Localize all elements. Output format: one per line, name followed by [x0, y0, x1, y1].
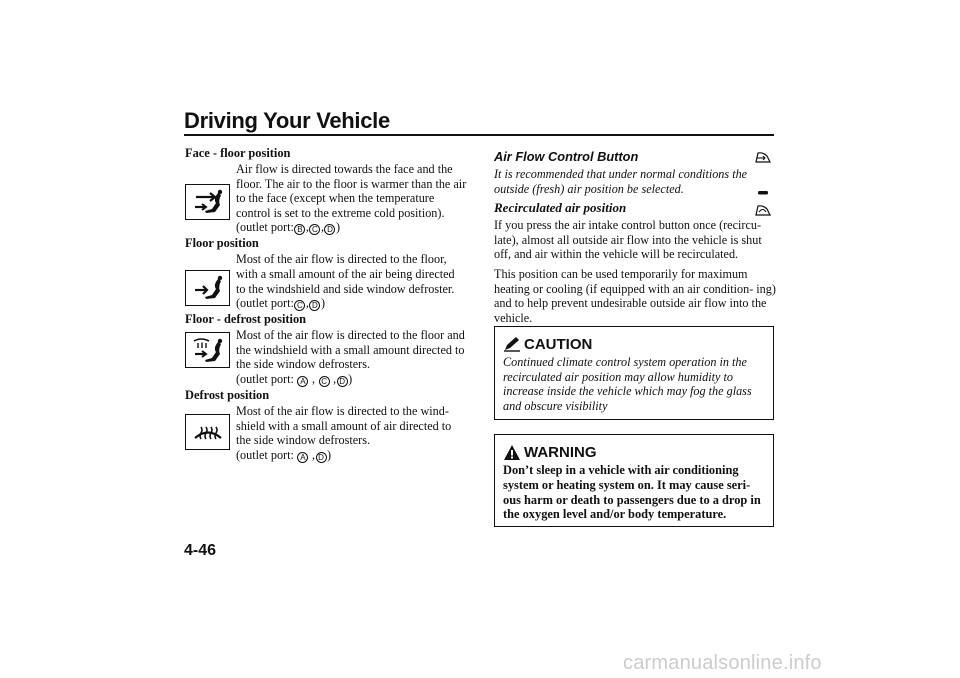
section-body: Air flow is directed towards the face and the floor. The air to the floor is warmer than the air to the face (except when the temperature control is set to the extreme cold position).	[236, 162, 467, 220]
section-floor-defrost	[185, 312, 467, 387]
outlet-ports	[236, 296, 467, 311]
left-column	[185, 146, 467, 464]
caution-label: CAUTION	[524, 335, 593, 353]
warning-label: WARNING	[524, 443, 597, 461]
defrost-icon	[185, 414, 230, 450]
caution-box	[494, 326, 774, 420]
airflow-intro: It is recommended that under normal conditions the outside (fresh) air position be selected.	[494, 167, 748, 196]
recirc-heading	[494, 201, 776, 218]
section-face-floor	[185, 146, 467, 235]
fresh-air-icon	[754, 150, 772, 168]
outlet-port-badge: A	[297, 376, 308, 387]
ports-sep: ,	[308, 447, 316, 462]
ports-close: )	[327, 447, 332, 462]
outlet-port-badge: C	[309, 224, 320, 235]
outlet-port-badge: A	[297, 452, 308, 463]
recirc-paragraph-1: If you press the air intake control button once (recircu- late), almost all outside air flow into the vehicle is shut off, and air within the vehicle will be recirculated.	[494, 218, 762, 262]
outlet-port-badge: D	[324, 224, 335, 235]
section-heading: Floor - defrost position	[185, 312, 307, 327]
section-heading: Defrost position	[185, 387, 270, 402]
title-rule	[184, 134, 774, 136]
outlet-port-badge: B	[294, 224, 305, 235]
ports-label: (outlet port:	[236, 220, 294, 235]
section-floor	[185, 236, 467, 311]
section-body: Most of the air flow is directed to the wind- shield with a small amount of air directed to the side window defrosters.	[236, 403, 452, 448]
outlet-port-badge: D	[316, 452, 327, 463]
watermark: carmanualsonline.info	[623, 652, 822, 674]
caution-header	[503, 335, 765, 353]
floor-defrost-icon	[185, 332, 230, 368]
ports-label: (outlet port:	[236, 371, 294, 386]
ports-sep: ,	[305, 296, 309, 311]
ports-label: (outlet port:	[236, 447, 294, 462]
page-title: Driving Your Vehicle	[184, 108, 390, 133]
section-defrost	[185, 388, 467, 463]
floor-vent-icon	[185, 270, 230, 306]
outlet-port-badge: C	[294, 300, 305, 311]
recirc-heading-text: Recirculated air position	[494, 200, 627, 216]
section-heading: Floor position	[185, 236, 259, 251]
section-body: Most of the air flow is directed to the floor, with a small amount of the air being directed to the windshield and side window defroster.	[236, 252, 455, 296]
ports-sep: ,	[330, 371, 337, 386]
ports-close: )	[348, 371, 353, 386]
airflow-heading	[494, 150, 776, 167]
outlet-ports	[236, 220, 467, 235]
section-heading: Face - floor position	[185, 146, 291, 160]
recirculate-icon	[754, 191, 772, 221]
outlet-ports	[236, 372, 467, 387]
caution-pencil-icon	[503, 336, 521, 352]
ports-sep: ,	[320, 220, 324, 235]
page-number: 4-46	[184, 542, 217, 559]
outlet-port-badge: D	[309, 300, 320, 311]
outlet-ports	[236, 448, 467, 463]
warning-header	[503, 443, 765, 461]
section-body: Most of the air flow is directed to the floor and the windshield with a small amount directed to the side window defrosters.	[236, 328, 465, 372]
face-floor-vent-icon	[185, 184, 230, 220]
caution-text: Continued climate control system operation in the recirculated air position may allow humidity to increase inside the vehicle which may fog the glass and obscure visibility	[503, 355, 752, 413]
recirc-paragraph-2: This position can be used temporarily for maximum heating or cooling (if equipped with an air condition- ing) and to help prevent undesirable outside air flow into the vehicle.	[494, 266, 776, 325]
warning-triangle-icon	[503, 444, 521, 461]
ports-close: )	[335, 220, 341, 235]
warning-text: Don’t sleep in a vehicle with air conditioning system or heating system on. It may cause seri- ous harm or death to passengers due to a drop in the oxygen level and/or body temperature.	[503, 463, 761, 522]
outlet-port-badge: C	[319, 376, 330, 387]
outlet-port-badge: D	[337, 376, 348, 387]
ports-close: )	[320, 296, 325, 311]
warning-box	[494, 434, 774, 527]
right-column	[494, 150, 776, 330]
ports-sep: ,	[305, 220, 309, 235]
ports-label: (outlet port:	[236, 296, 294, 311]
airflow-heading-text: Air Flow Control Button	[494, 149, 639, 164]
ports-sep: ,	[308, 371, 316, 386]
